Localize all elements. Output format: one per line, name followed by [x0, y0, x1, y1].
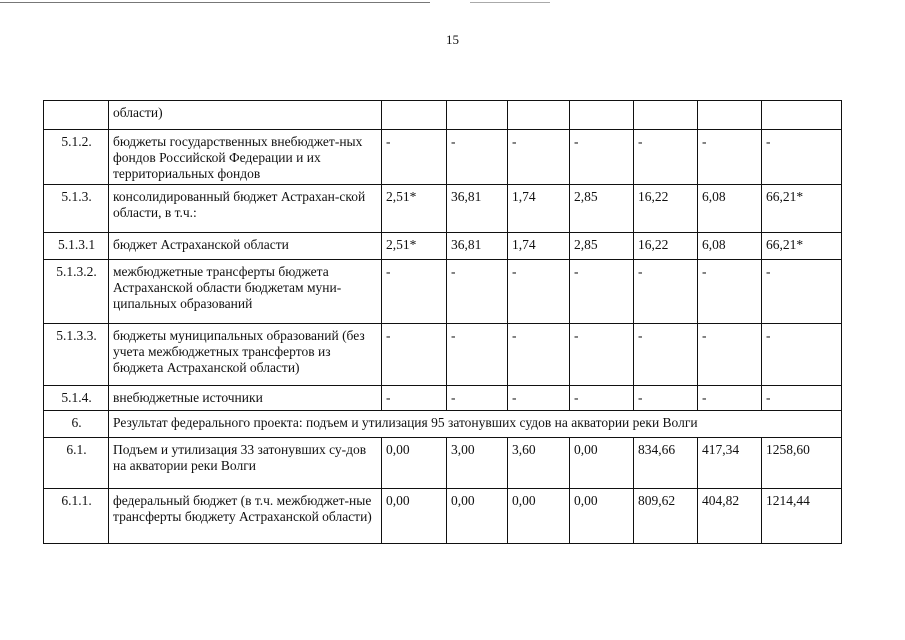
value-cell: -: [508, 386, 570, 411]
description-cell: бюджет Астраханской области: [109, 233, 382, 260]
description-cell: консолидированный бюджет Астрахан-ской области, в т.ч.:: [109, 185, 382, 233]
row-number-cell: 5.1.3.: [44, 185, 109, 233]
value-cell: -: [447, 130, 508, 185]
value-cell: -: [382, 130, 447, 185]
value-cell: -: [634, 130, 698, 185]
description-cell: Подъем и утилизация 33 затонувших су-дов на акватории реки Волги: [109, 438, 382, 489]
table-row: [44, 130, 842, 185]
table-row: [44, 324, 842, 386]
value-cell: -: [762, 324, 842, 386]
row-number-cell: 5.1.3.2.: [44, 260, 109, 324]
value-cell: -: [508, 130, 570, 185]
value-cell: [570, 101, 634, 130]
section-title-cell: Результат федерального проекта: подъем и утилизация 95 затонувших судов на акватории реки Волги: [109, 411, 842, 438]
value-cell: 417,34: [698, 438, 762, 489]
value-cell: 2,85: [570, 185, 634, 233]
value-cell: 0,00: [508, 489, 570, 544]
value-cell: 16,22: [634, 185, 698, 233]
value-cell: -: [382, 324, 447, 386]
value-cell: [382, 101, 447, 130]
value-cell: 834,66: [634, 438, 698, 489]
value-cell: [698, 101, 762, 130]
value-cell: -: [382, 260, 447, 324]
row-number-cell: 5.1.3.3.: [44, 324, 109, 386]
value-cell: -: [570, 260, 634, 324]
value-cell: -: [634, 260, 698, 324]
value-cell: 0,00: [382, 438, 447, 489]
value-cell: [447, 101, 508, 130]
table-row: [44, 411, 842, 438]
description-cell: федеральный бюджет (в т.ч. межбюджет-ные трансферты бюджету Астраханской области): [109, 489, 382, 544]
value-cell: -: [447, 260, 508, 324]
value-cell: -: [382, 386, 447, 411]
description-cell: бюджеты муниципальных образований (без учета межбюджетных трансфертов из бюджета Астраханской области): [109, 324, 382, 386]
row-number-cell: 6.1.1.: [44, 489, 109, 544]
row-number-cell: 6.1.: [44, 438, 109, 489]
value-cell: 2,51*: [382, 233, 447, 260]
description-cell: внебюджетные источники: [109, 386, 382, 411]
value-cell: [762, 101, 842, 130]
value-cell: 809,62: [634, 489, 698, 544]
value-cell: [634, 101, 698, 130]
value-cell: -: [762, 386, 842, 411]
value-cell: -: [698, 324, 762, 386]
value-cell: 2,51*: [382, 185, 447, 233]
value-cell: 0,00: [382, 489, 447, 544]
header-rule-fragment: [470, 2, 550, 3]
value-cell: -: [698, 386, 762, 411]
value-cell: 6,08: [698, 185, 762, 233]
value-cell: 0,00: [570, 438, 634, 489]
row-number-cell: 5.1.2.: [44, 130, 109, 185]
table-row: [44, 489, 842, 544]
description-cell: области): [109, 101, 382, 130]
row-number-cell: 5.1.3.1: [44, 233, 109, 260]
value-cell: 1214,44: [762, 489, 842, 544]
value-cell: -: [570, 130, 634, 185]
value-cell: [508, 101, 570, 130]
value-cell: 1,74: [508, 233, 570, 260]
value-cell: 3,60: [508, 438, 570, 489]
page-number: 15: [446, 32, 459, 47]
value-cell: 1258,60: [762, 438, 842, 489]
table-row: [44, 233, 842, 260]
description-cell: межбюджетные трансферты бюджета Астраханской области бюджетам муни-ципальных образований: [109, 260, 382, 324]
value-cell: -: [447, 386, 508, 411]
row-number-cell: 5.1.4.: [44, 386, 109, 411]
value-cell: 0,00: [447, 489, 508, 544]
value-cell: 66,21*: [762, 233, 842, 260]
value-cell: -: [508, 260, 570, 324]
table-row: [44, 260, 842, 324]
value-cell: 36,81: [447, 233, 508, 260]
value-cell: -: [570, 324, 634, 386]
value-cell: -: [447, 324, 508, 386]
value-cell: -: [762, 130, 842, 185]
value-cell: 1,74: [508, 185, 570, 233]
value-cell: -: [634, 386, 698, 411]
value-cell: -: [508, 324, 570, 386]
value-cell: -: [570, 386, 634, 411]
table-row: [44, 185, 842, 233]
row-number-cell: [44, 101, 109, 130]
value-cell: 0,00: [570, 489, 634, 544]
budget-table: [43, 100, 842, 544]
table-row: [44, 438, 842, 489]
value-cell: 66,21*: [762, 185, 842, 233]
value-cell: -: [698, 130, 762, 185]
row-number-cell: 6.: [44, 411, 109, 438]
value-cell: -: [698, 260, 762, 324]
value-cell: -: [634, 324, 698, 386]
value-cell: 36,81: [447, 185, 508, 233]
value-cell: 404,82: [698, 489, 762, 544]
value-cell: 3,00: [447, 438, 508, 489]
header-rule: [0, 2, 430, 3]
value-cell: -: [762, 260, 842, 324]
value-cell: 16,22: [634, 233, 698, 260]
value-cell: 2,85: [570, 233, 634, 260]
table-row: [44, 101, 842, 130]
description-cell: бюджеты государственных внебюджет-ных фондов Российской Федерации и их территориальных фондов: [109, 130, 382, 185]
value-cell: 6,08: [698, 233, 762, 260]
table-row: [44, 386, 842, 411]
